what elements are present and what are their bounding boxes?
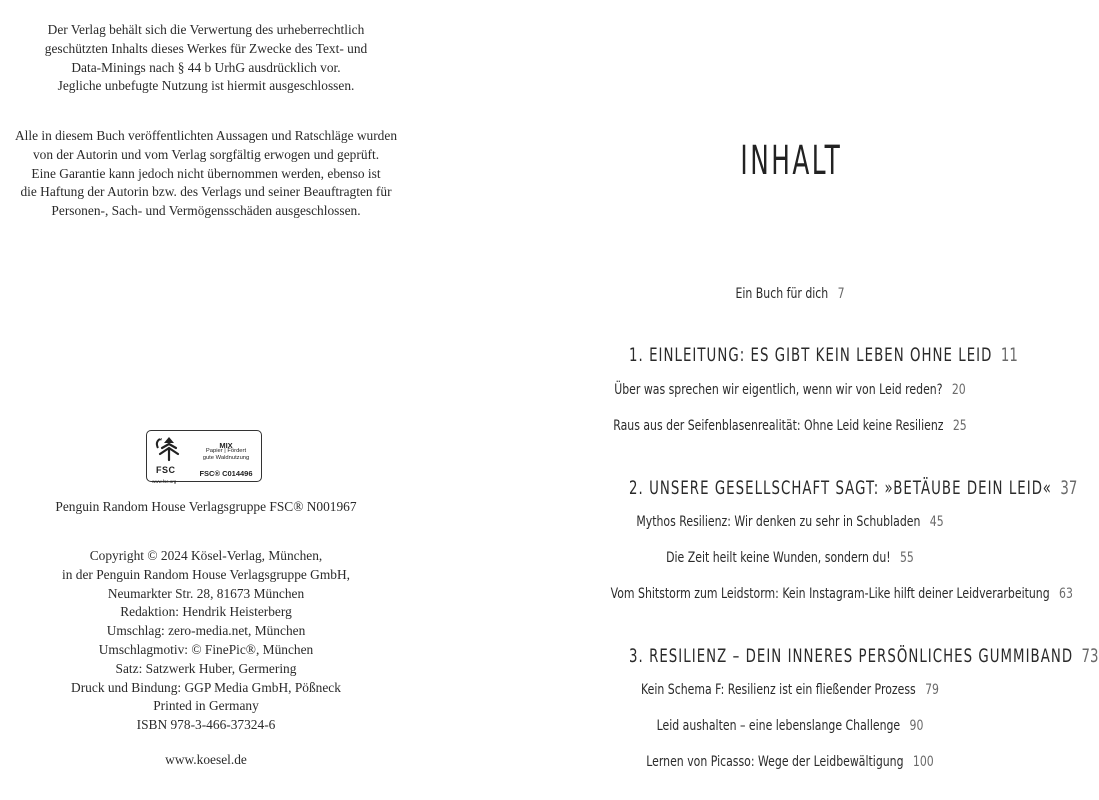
toc-entry [611, 382, 970, 398]
notice-line: Der Verlag behält sich die Verwertung des urheberrechtlich [47, 22, 365, 37]
notice-line: Jegliche unbefugte Nutzung ist hiermit ausgeschlossen. [57, 78, 355, 94]
imprint-line: ISBN 978-3-466-37324-6 [136, 717, 276, 733]
toc-entry-text: Ein Buch für dich [735, 286, 829, 302]
toc-page-number: 25 [952, 418, 967, 434]
copyright-imprint [0, 547, 412, 735]
notice-line: Data-Minings nach § 44 b UrhG ausdrücklich vor. [71, 59, 341, 75]
toc-chapter-text: 1. EINLEITUNG: ES GIBT KEIN LEBEN OHNE LEID [629, 344, 993, 366]
toc-entry [611, 418, 970, 434]
toc-page-number: 37 [1060, 477, 1078, 499]
notice-line: geschützten Inhalts dieses Werkes für Zwecke des Text- und [44, 40, 368, 56]
toc-page-number: 7 [837, 286, 845, 302]
toc-entry [611, 718, 970, 734]
imprint-line: Redaktion: Hendrik Heisterberg [120, 604, 292, 620]
toc-entry [611, 682, 970, 698]
fsc-description [195, 448, 257, 462]
toc-entry [611, 514, 970, 530]
imprint-page [0, 0, 412, 800]
toc-entry-text: Leid aushalten – eine lebenslange Challenge [656, 718, 901, 734]
fsc-mix-label: MIX [219, 441, 233, 450]
imprint-line: Copyright © 2024 Kösel-Verlag, München, [89, 548, 323, 563]
toc-entry [610, 586, 1073, 602]
toc-page-number: 11 [1000, 344, 1018, 366]
toc-page-number: 73 [1081, 645, 1099, 667]
imprint-line: Umschlag: zero-media.net, München [106, 623, 306, 639]
fsc-description-line: gute Waldnutzung [202, 455, 250, 461]
disclaimer-line: von der Autorin und vom Verlag sorgfältig erwogen und geprüft. [32, 146, 380, 162]
toc-entry-text: Raus aus der Seifenblasenrealität: Ohne Leid keine Resilienz [613, 418, 944, 434]
toc-entry-text: Vom Shitstorm zum Leidstorm: Kein Instagram-Like hilft deiner Leidverarbeitung [610, 586, 1050, 602]
fsc-brand: FSC [156, 465, 176, 475]
fsc-license-code: FSC® C014496 [199, 469, 253, 478]
disclaimer-line: Personen-, Sach- und Vermögensschäden ausgeschlossen. [51, 203, 361, 219]
text-mining-notice [0, 21, 412, 96]
toc-entry-text: Die Zeit heilt keine Wunden, sondern du! [666, 550, 891, 566]
disclaimer-line: Alle in diesem Buch veröffentlichten Aussagen und Ratschläge wurden [14, 128, 398, 143]
imprint-line: Neumarkter Str. 28, 81673 München [107, 585, 305, 601]
toc-chapter-text: 2. UNSERE GESELLSCHAFT SAGT: »BETÄUBE DEIN LEID« [629, 477, 1052, 499]
toc-entry [611, 754, 970, 770]
toc-chapter [629, 344, 1018, 366]
imprint-line: Printed in Germany [153, 698, 259, 714]
table-of-contents-page [560, 0, 1099, 800]
imprint-line: in der Penguin Random House Verlagsgruppe GmbH, [62, 566, 350, 582]
toc-page-number: 63 [1059, 586, 1073, 602]
disclaimer-line: Eine Garantie kann jedoch nicht übernommen werden, ebenso ist [31, 165, 381, 181]
toc-entry [611, 286, 970, 302]
fsc-publisher-line: Penguin Random House Verlagsgruppe FSC® N001967 [55, 499, 357, 514]
toc-entry [611, 550, 970, 566]
toc-page-number: 79 [925, 682, 939, 698]
toc-title: INHALT [740, 138, 843, 184]
toc-entry-text: Kein Schema F: Resilienz ist ein fließender Prozess [641, 682, 916, 698]
toc-chapter [629, 477, 1078, 499]
toc-page-number: 100 [912, 754, 934, 770]
fsc-logo [146, 430, 262, 482]
toc-chapter [629, 645, 1099, 667]
toc-entry-text: Lernen von Picasso: Wege der Leidbewältigung [646, 754, 904, 770]
toc-entry-text: Mythos Resilienz: Wir denken zu sehr in Schubladen [636, 514, 921, 530]
toc-page-number: 90 [909, 718, 924, 734]
imprint-line: Druck und Bindung: GGP Media GmbH, Pößneck [71, 679, 341, 695]
toc-entry-text: Über was sprechen wir eigentlich, wenn wir von Leid reden? [614, 382, 943, 398]
imprint-line: Satz: Satzwerk Huber, Germering [115, 660, 297, 676]
disclaimer-line: die Haftung der Autorin bzw. des Verlags und seiner Beauftragten für [20, 184, 392, 200]
fsc-tree-icon [152, 434, 186, 462]
toc-page-number: 45 [929, 514, 944, 530]
toc-chapter-text: 3. RESILIENZ – DEIN INNERES PERSÖNLICHES GUMMIBAND [629, 645, 1074, 667]
fsc-description-line: Papier | Fördert [205, 448, 247, 454]
publisher-website: www.koesel.de [165, 752, 247, 767]
liability-disclaimer [0, 127, 412, 221]
imprint-line: Umschlagmotiv: © FinePic®, München [98, 641, 314, 657]
toc-page-number: 55 [899, 550, 914, 566]
toc-page-number: 20 [951, 382, 966, 398]
fsc-url: www.fsc.org [152, 479, 177, 484]
